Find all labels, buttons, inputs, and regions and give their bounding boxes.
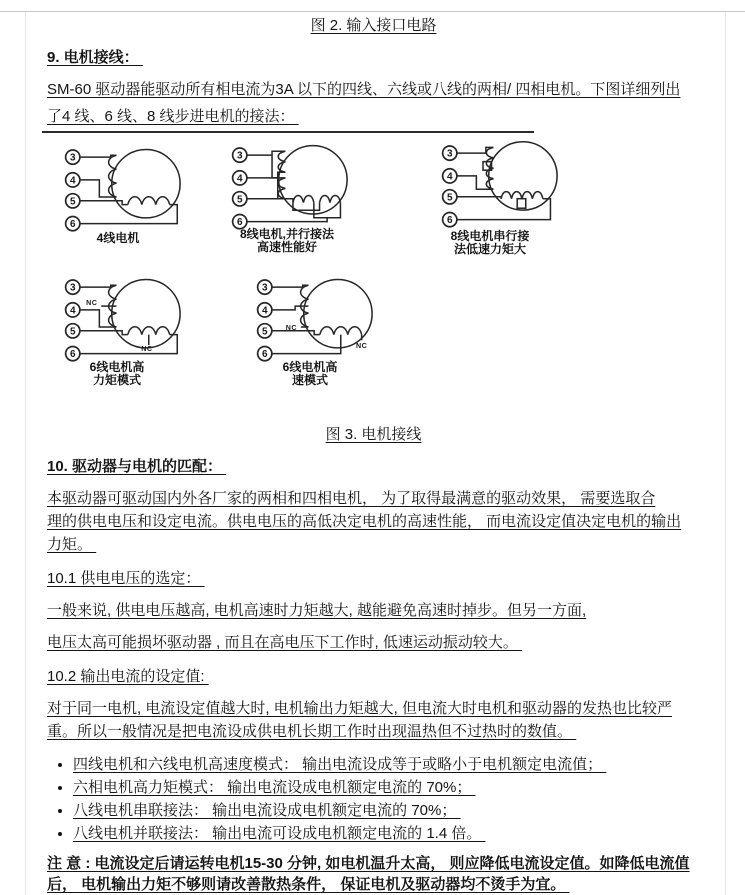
terminal-label: 6 bbox=[69, 349, 76, 361]
diagram-caption bbox=[217, 228, 357, 253]
diagram-caption bbox=[240, 361, 380, 386]
phase-b-coil bbox=[128, 327, 170, 335]
terminal-label: 6 bbox=[261, 349, 268, 361]
motor-diagram-4wire bbox=[50, 140, 200, 235]
page-left-border-line bbox=[25, 12, 26, 895]
motor-body-circle bbox=[279, 146, 347, 214]
section9-heading: 9. 电机接线： bbox=[47, 49, 143, 66]
diagram-caption bbox=[420, 230, 560, 255]
section10-2-heading: 10.2 输出电流的设定值: bbox=[47, 668, 209, 685]
motor-body-circle bbox=[112, 280, 180, 348]
wire-terminal4 bbox=[272, 306, 309, 310]
section10-1-heading: 10.1 供电电压的选定： bbox=[47, 570, 205, 587]
notice-line: 注 意 : 电流设定后请运转电机15-30 分钟, 如电机温升太高， 则应降低电流设定值。如降低电流值 bbox=[47, 855, 690, 872]
phase-b-coil bbox=[501, 192, 543, 199]
wire-terminal5 bbox=[80, 201, 128, 205]
phase-b-coil bbox=[320, 327, 362, 335]
bullet-item: • 八线电机串联接法： 输出电流设成电机额定电流的 70%； bbox=[73, 799, 700, 822]
paragraph-line: 重。所以一般情况是把电流设成供电机长期工作时出现温热但不过热时的数值。 bbox=[47, 723, 577, 740]
motor-body-circle bbox=[489, 142, 557, 210]
motor-diagram-8wire-serial bbox=[427, 136, 577, 231]
paragraph-line: 了4 线、6 线、8 线步进电机的接法： bbox=[47, 108, 299, 125]
diagram-caption-line: 6线电机高 bbox=[282, 360, 338, 374]
diagram-caption-line: 6线电机高 bbox=[89, 360, 145, 374]
motor-diagram-6wire-torque bbox=[50, 270, 200, 365]
current-setting-bullet-list bbox=[47, 753, 700, 845]
paragraph-line: SM-60 驱动器能驱动所有相电流为3A 以下的四线、六线或八线的两相/ 四相电机。下图详细列出 bbox=[47, 81, 681, 98]
paragraph-line: 电压太高可能损坏驱动器 , 而且在高电压下工作时, 低速运动振动较大。 bbox=[47, 634, 523, 651]
section9-paragraph bbox=[47, 76, 700, 130]
terminal-label: 6 bbox=[236, 217, 243, 229]
figure3-caption: 图 3. 电机接线 bbox=[325, 426, 422, 443]
diagram-caption bbox=[48, 232, 188, 245]
motor-diagram-4wire-svg bbox=[50, 140, 200, 235]
diagram-caption-line: 高速性能好 bbox=[256, 239, 317, 254]
wire-terminal3 bbox=[80, 285, 117, 287]
terminal-label: 4 bbox=[446, 171, 453, 183]
section10-paragraph bbox=[47, 487, 700, 556]
motor-diagram-6wire-speed bbox=[242, 270, 392, 365]
wire-terminal5 bbox=[272, 331, 320, 335]
nc-label: NC bbox=[356, 341, 368, 350]
paragraph-line: 一般来说, 供电电压越高, 电机高速时力矩越大, 越能避免高速时掉步。但另一方面, bbox=[47, 602, 587, 619]
terminal-label: 3 bbox=[236, 150, 243, 162]
motor-diagram-8wire-parallel bbox=[217, 138, 367, 233]
wire-terminal6 bbox=[272, 335, 341, 354]
motor-diagram-6wire-torque-svg bbox=[50, 270, 200, 365]
phase-a-coil-1 bbox=[278, 151, 285, 172]
parallel-rail bbox=[293, 203, 320, 211]
phase-b-coil-1 bbox=[293, 195, 314, 202]
terminal-label: 3 bbox=[261, 282, 268, 294]
diagram-caption-line: 8线电机串行接 bbox=[450, 229, 530, 243]
motor-diagram-8wire-serial-svg bbox=[427, 136, 577, 231]
terminal-label: 5 bbox=[446, 192, 453, 204]
page-content bbox=[47, 0, 700, 895]
terminal-label: 3 bbox=[446, 148, 453, 160]
terminal-label: 3 bbox=[69, 282, 76, 294]
bullet-item: • 六相电机高力矩模式： 输出电流设成电机额定电流的 70%； bbox=[73, 776, 700, 799]
motor-diagram-6wire-speed-svg bbox=[242, 270, 392, 365]
terminal-label: 5 bbox=[261, 326, 268, 338]
diagram-caption-line: 法低速力矩大 bbox=[453, 241, 526, 256]
nc-label: NC bbox=[285, 323, 297, 332]
paragraph-line: 力矩。 bbox=[47, 536, 97, 553]
section10-2-paragraph bbox=[47, 697, 700, 743]
nc-label: NC bbox=[141, 344, 153, 353]
bullet-item: • 八线电机并联接法： 输出电流可设成电机额定电流的 1.4 倍。 bbox=[73, 822, 700, 845]
terminal-label: 4 bbox=[69, 175, 76, 187]
phase-b-coil-2 bbox=[320, 195, 341, 202]
diagram-caption-line: 速模式 bbox=[291, 372, 328, 387]
diagram-caption-line: 力矩模式 bbox=[92, 372, 141, 387]
terminal-label: 4 bbox=[69, 305, 76, 317]
terminal-label: 4 bbox=[261, 305, 268, 317]
terminal-label: 5 bbox=[69, 196, 76, 208]
terminal-label: 5 bbox=[69, 326, 76, 338]
terminal-label: 6 bbox=[446, 215, 453, 227]
diagram-caption bbox=[47, 361, 187, 386]
terminal-label: 6 bbox=[69, 219, 76, 231]
paragraph-line: 理的供电电压和设定电流。供电电压的高低决定电机的高速性能， 而电流设定值决定电机的输出 bbox=[47, 513, 682, 530]
paragraph-line: 对于同一电机, 电流设定值越大时, 电机输出力矩越大, 但电流大时电机和驱动器的发热也比较严 bbox=[47, 700, 673, 717]
diagram-caption-line: 8线电机,并行接法 bbox=[239, 227, 334, 241]
nc-label: NC bbox=[86, 299, 98, 308]
terminal-label: 4 bbox=[236, 173, 243, 185]
page-right-border-line bbox=[725, 12, 726, 895]
section10-heading: 10. 驱动器与电机的匹配： bbox=[47, 458, 227, 475]
wire-terminal3 bbox=[272, 285, 309, 287]
notice-line: 后， 电机输出力矩不够则请改善散热条件， 保证电机及驱动器均不烫手为宜。 bbox=[47, 876, 570, 893]
figure2-caption: 图 2. 输入接口电路 bbox=[310, 17, 437, 34]
series-tap bbox=[517, 199, 526, 209]
wire-terminal3 bbox=[80, 155, 117, 157]
motor-body-circle bbox=[112, 150, 180, 218]
diagram-caption-line: 4线电机 bbox=[96, 231, 140, 245]
bullet-item: • 四线电机和六线电机高速度模式： 输出电流设成等于或略小于电机额定电流值； bbox=[73, 753, 700, 776]
wire-terminal6 bbox=[457, 199, 551, 220]
terminal-label: 3 bbox=[69, 152, 76, 164]
terminal-label: 5 bbox=[236, 194, 243, 206]
wire-terminal5 bbox=[457, 197, 501, 199]
wire-terminal5 bbox=[80, 331, 128, 335]
notice-paragraph bbox=[47, 853, 700, 895]
figure3-diagrams-area bbox=[47, 133, 700, 398]
phase-b-coil bbox=[128, 197, 170, 205]
motor-diagram-8wire-parallel-svg bbox=[217, 138, 367, 233]
paragraph-line: 本驱动器可驱动国内外各厂家的两相和四相电机， 为了取得最满意的驱动效果， 需要选取合 bbox=[47, 490, 656, 507]
